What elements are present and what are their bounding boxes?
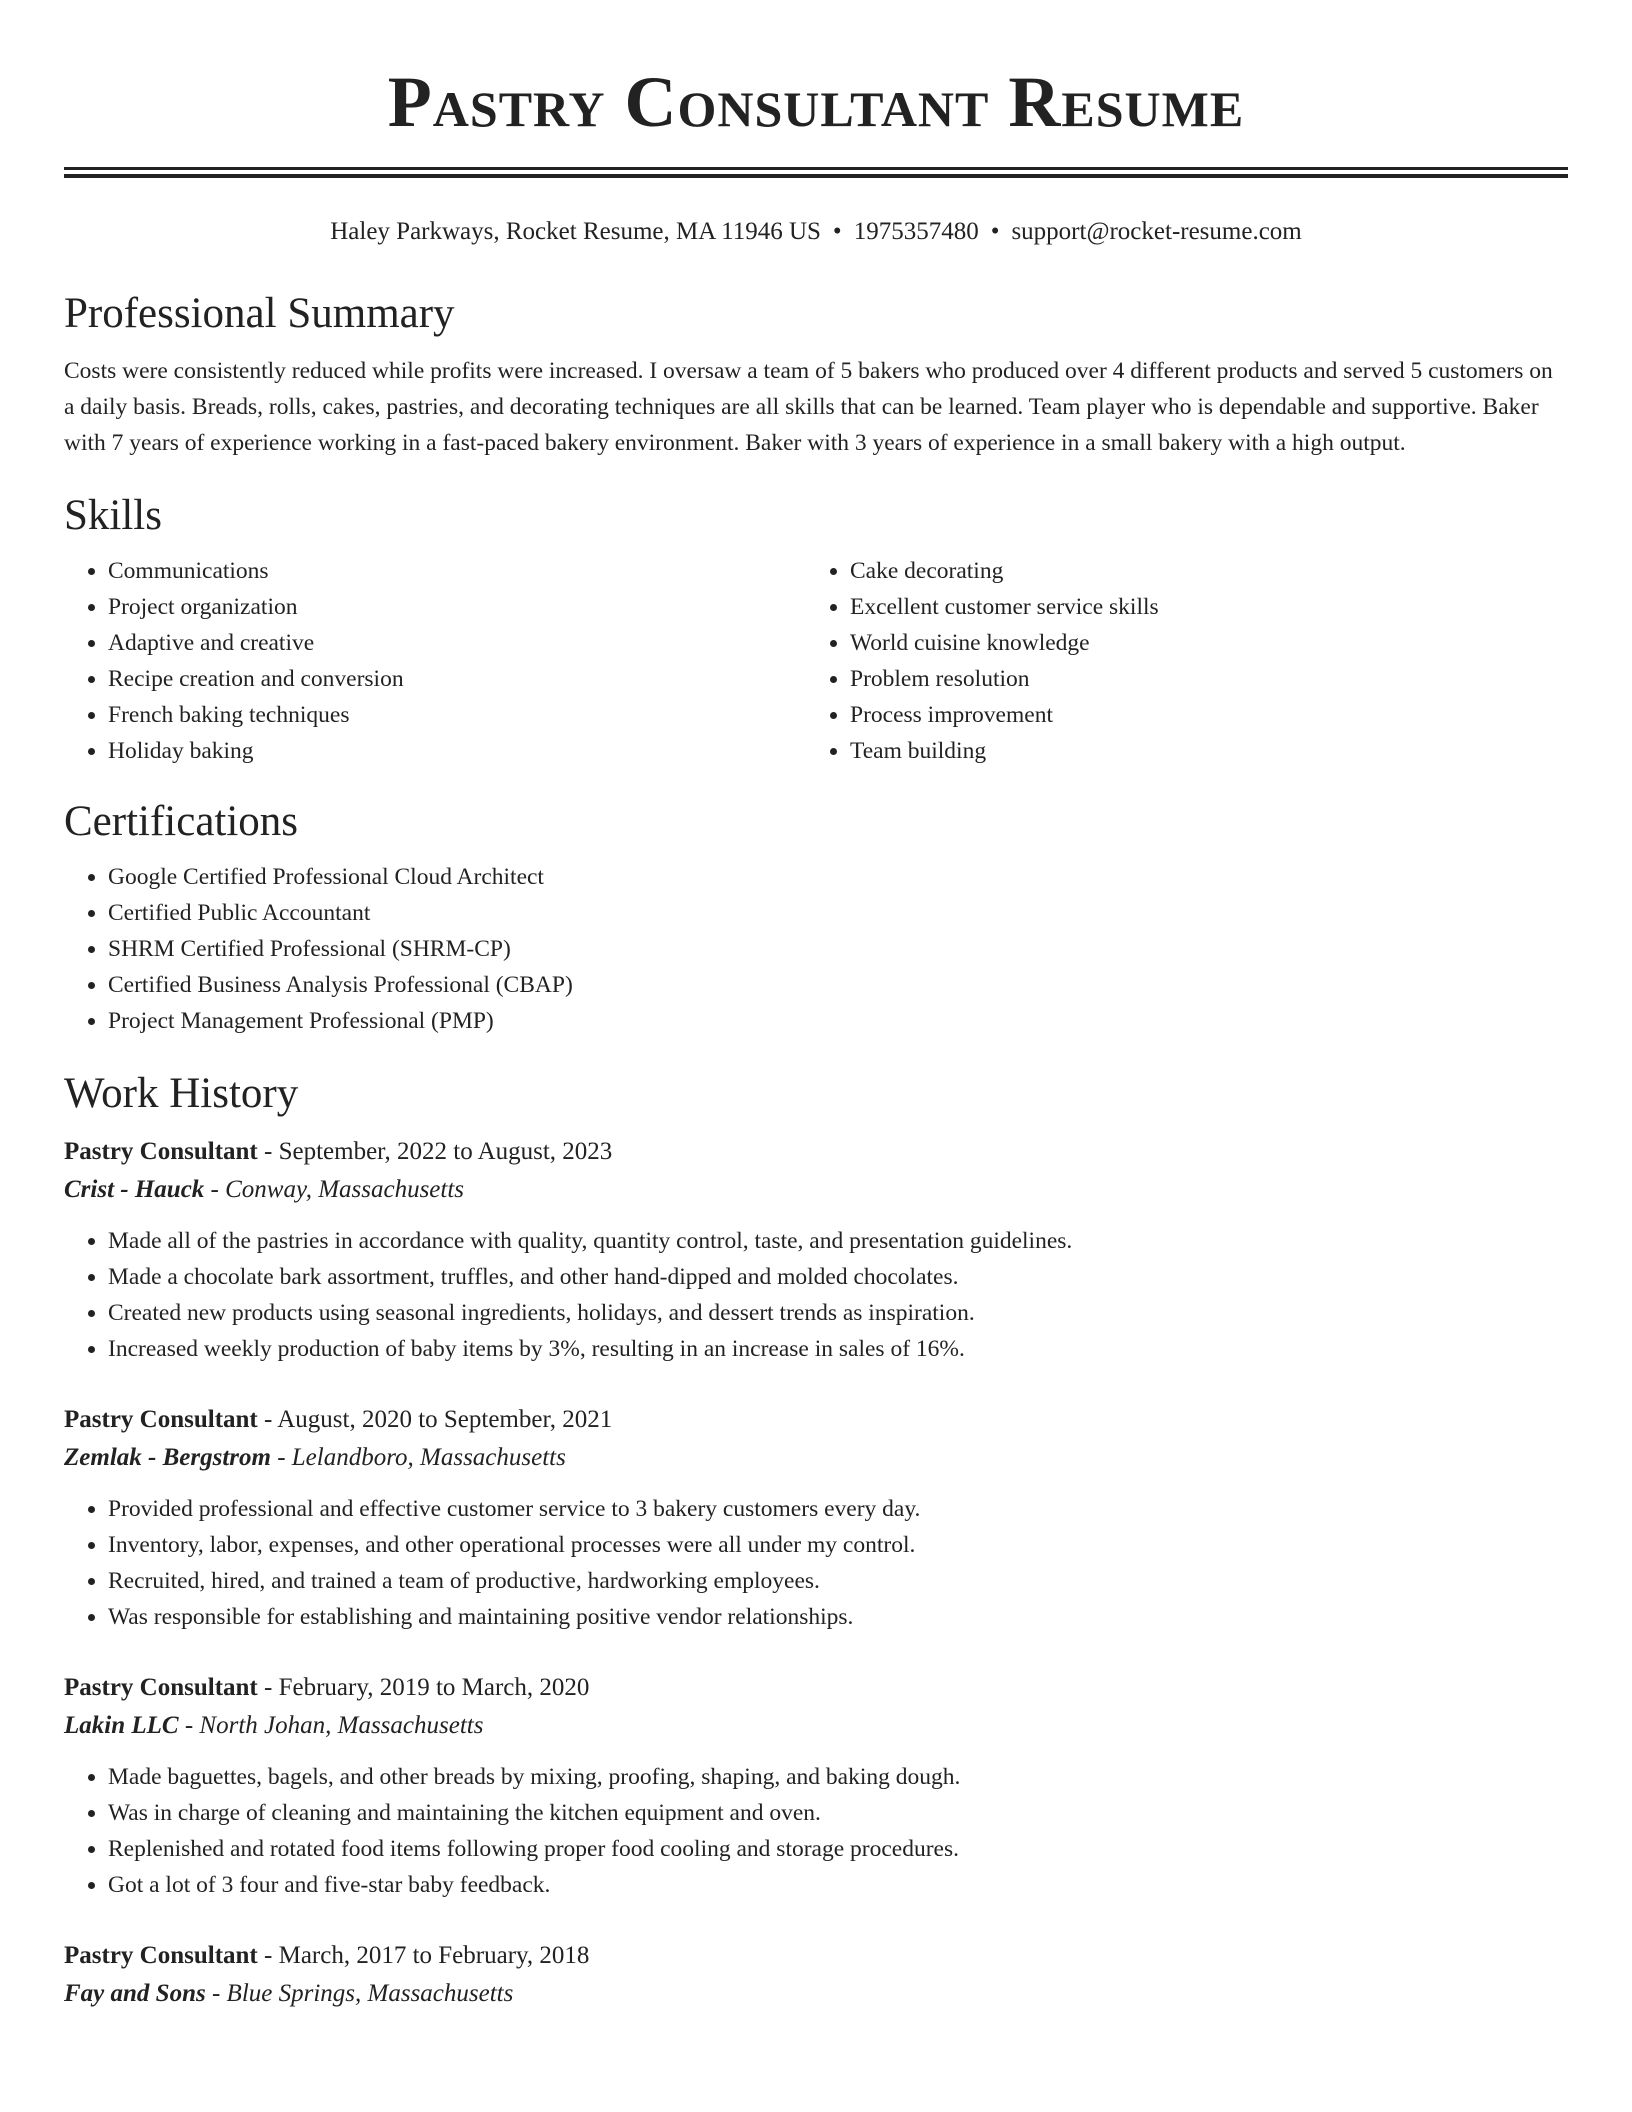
- job-bullet: • Provided professional and effective customer service to 3 bakery customers every day.: [108, 1491, 1568, 1527]
- job-bullet: • Was responsible for establishing and maintaining positive vendor relationships.: [108, 1599, 1568, 1635]
- skills-heading: Skills: [64, 492, 162, 539]
- job-entry: [64, 1133, 1568, 1367]
- job-title-line: [64, 1669, 1568, 1707]
- resume-title: Pastry Consultant Resume: [387, 62, 1245, 142]
- job-location: - Lelandboro, Massachusetts: [270, 1444, 566, 1471]
- skill-item: • Process improvement: [850, 697, 1548, 733]
- job-entry: [64, 1937, 1568, 2013]
- summary-section: [64, 287, 1568, 461]
- skill-item: • Problem resolution: [850, 661, 1548, 697]
- job-company: Crist - Hauck: [64, 1176, 205, 1203]
- skills-grid: [64, 553, 1568, 769]
- job-bullet: • Made baguettes, bagels, and other breads by mixing, proofing, shaping, and baking dough.: [108, 1759, 1568, 1795]
- job-company: Fay and Sons: [64, 1980, 206, 2007]
- job-dates: - September, 2022 to August, 2023: [257, 1138, 613, 1165]
- work-history-heading: Work History: [64, 1070, 299, 1117]
- skill-item: • Recipe creation and conversion: [108, 661, 806, 697]
- skill-item: • Project organization: [108, 589, 806, 625]
- skill-item: • French baking techniques: [108, 697, 806, 733]
- job-bullets: [64, 1491, 1568, 1635]
- job-location: - North Johan, Massachusetts: [178, 1712, 484, 1739]
- skill-item: • Excellent customer service skills: [850, 589, 1548, 625]
- title-double-rule: [64, 167, 1568, 178]
- job-title: Pastry Consultant: [64, 1674, 258, 1701]
- job-entry: [64, 1401, 1568, 1635]
- contact-separator: •: [990, 218, 1000, 245]
- certification-item: • Google Certified Professional Cloud Architect: [108, 859, 1568, 895]
- job-company: Zemlak - Bergstrom: [64, 1444, 271, 1471]
- skills-section: [64, 489, 1568, 769]
- job-bullet: • Was in charge of cleaning and maintaining the kitchen equipment and oven.: [108, 1795, 1568, 1831]
- job-title: Pastry Consultant: [64, 1942, 258, 1969]
- summary-text: Costs were consistently reduced while profits were increased. I oversaw a team of 5 bakers who produced over 4 different products and served 5 customers on a daily basis. Breads, rolls, cakes, pastries, and decorating techniques are all skills that can be learned. Team player who is dependable and supportive. Baker with 7 years of experience working in a fast-paced bakery environment. Baker with 3 years of experience in a small bakery with a high output.: [64, 358, 1553, 456]
- job-dates: - March, 2017 to February, 2018: [257, 1942, 590, 1969]
- skills-list-right: [806, 553, 1548, 769]
- contact-address: Haley Parkways, Rocket Resume, MA 11946 US: [330, 218, 821, 245]
- job-bullet: • Made all of the pastries in accordance with quality, quantity control, taste, and presentation guidelines.: [108, 1223, 1568, 1259]
- job-company-line: [64, 1975, 1568, 2013]
- skill-item: • Holiday baking: [108, 733, 806, 769]
- contact-phone: 1975357480: [853, 218, 979, 245]
- job-dates: - February, 2019 to March, 2020: [257, 1674, 590, 1701]
- job-title-line: [64, 1937, 1568, 1975]
- job-bullet: • Got a lot of 3 four and five-star baby feedback.: [108, 1867, 1568, 1903]
- skills-list-left: [64, 553, 806, 769]
- job-bullet: • Replenished and rotated food items following proper food cooling and storage procedures.: [108, 1831, 1568, 1867]
- job-company-line: [64, 1707, 1568, 1745]
- job-bullet: • Increased weekly production of baby items by 3%, resulting in an increase in sales of 16%.: [108, 1331, 1568, 1367]
- certifications-heading: Certifications: [64, 798, 299, 845]
- skills-column-right: [806, 553, 1548, 769]
- certification-item: • SHRM Certified Professional (SHRM-CP): [108, 931, 1568, 967]
- summary-heading: Professional Summary: [64, 290, 455, 337]
- job-bullet: • Created new products using seasonal ingredients, holidays, and dessert trends as inspiration.: [108, 1295, 1568, 1331]
- job-title: Pastry Consultant: [64, 1406, 258, 1433]
- skills-column-left: [64, 553, 806, 769]
- job-entry: [64, 1669, 1568, 1903]
- job-title-line: [64, 1133, 1568, 1171]
- job-bullet: • Inventory, labor, expenses, and other operational processes were all under my control.: [108, 1527, 1568, 1563]
- job-dates: - August, 2020 to September, 2021: [257, 1406, 613, 1433]
- skill-item: • Communications: [108, 553, 806, 589]
- job-title: Pastry Consultant: [64, 1138, 258, 1165]
- job-title-line: [64, 1401, 1568, 1439]
- job-bullet: • Made a chocolate bark assortment, truffles, and other hand-dipped and molded chocolates.: [108, 1259, 1568, 1295]
- work-history-section: [64, 1067, 1568, 2013]
- certifications-list: [64, 859, 1568, 1039]
- job-company-line: [64, 1171, 1568, 1209]
- skill-item: • Team building: [850, 733, 1548, 769]
- certification-item: • Project Management Professional (PMP): [108, 1003, 1568, 1039]
- job-location: - Blue Springs, Massachusetts: [205, 1980, 514, 2007]
- job-company: Lakin LLC: [64, 1712, 179, 1739]
- job-company-line: [64, 1439, 1568, 1477]
- job-bullets: [64, 1759, 1568, 1903]
- certification-item: • Certified Business Analysis Professional (CBAP): [108, 967, 1568, 1003]
- job-bullet: • Recruited, hired, and trained a team of productive, hardworking employees.: [108, 1563, 1568, 1599]
- contact-line: [64, 215, 1568, 249]
- job-location: - Conway, Massachusetts: [204, 1176, 465, 1203]
- job-bullets: [64, 1223, 1568, 1367]
- contact-separator: •: [832, 218, 842, 245]
- skill-item: • Adaptive and creative: [108, 625, 806, 661]
- certifications-section: [64, 795, 1568, 1039]
- skill-item: • World cuisine knowledge: [850, 625, 1548, 661]
- contact-email: support@rocket-resume.com: [1011, 218, 1302, 245]
- certification-item: • Certified Public Accountant: [108, 895, 1568, 931]
- skill-item: • Cake decorating: [850, 553, 1548, 589]
